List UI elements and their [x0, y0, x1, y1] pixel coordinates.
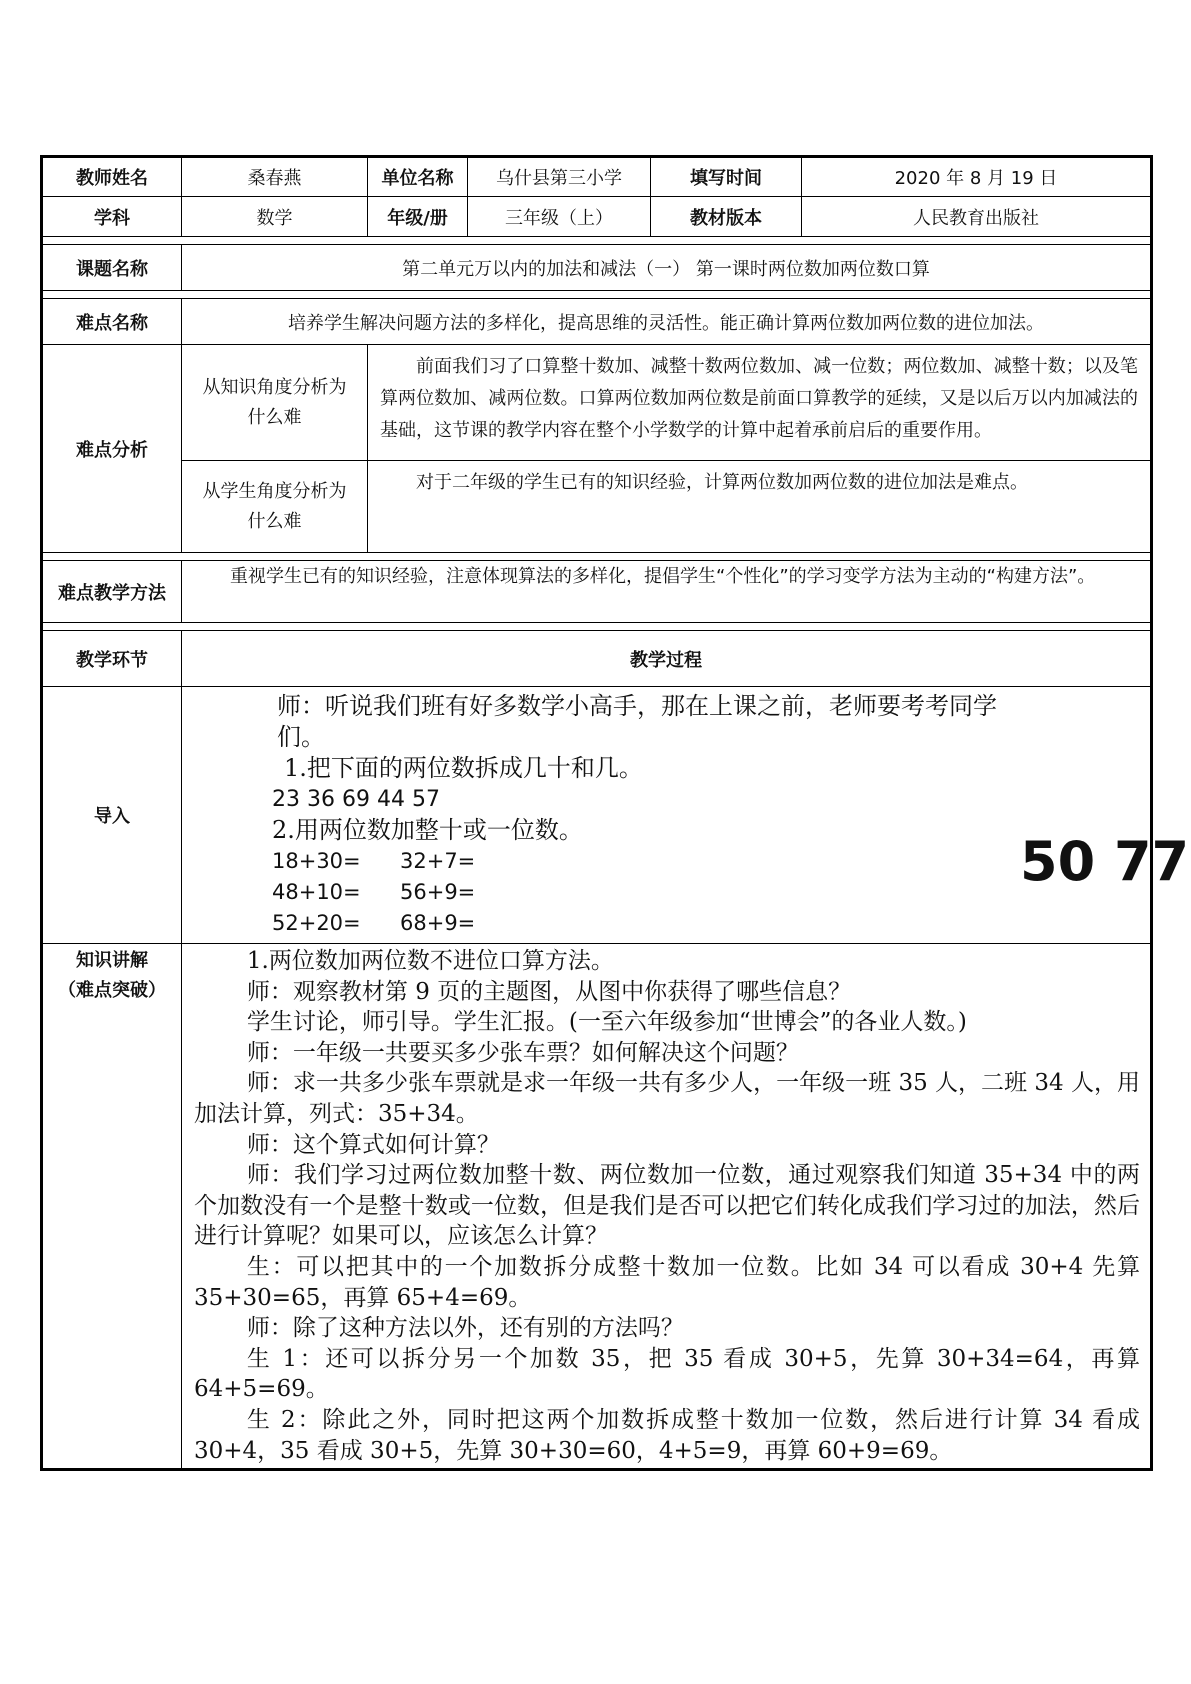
knowledge-row [42, 944, 1152, 1470]
lesson-plan-table [40, 155, 1190, 1471]
student-angle-label: 从学生角度分析为什么难 [182, 461, 368, 553]
knowledge-p11: 生 2：除此之外，同时把这两个加数拆成整十数加一位数，然后进行计算 34 看成 30+4，35 看成 30+5，先算 30+30=60，4+5=9，再算 60+9=69。 [194, 1406, 1140, 1464]
knowledge-p10: 生 1：还可以拆分另一个加数 35，把 35 看成 30+5，先算 30+34=64，再算 64+5=69。 [194, 1345, 1140, 1403]
difficulty-row [42, 299, 1152, 345]
topic-value: 第二单元万以内的加法和减法（一） 第一课时两位数加两位数口算 [182, 245, 1152, 291]
lesson-plan-form [40, 155, 1190, 1471]
exercise-3b: 68+9= [400, 911, 476, 935]
intro-line-5: 2.用两位数加整十或一位数。 [272, 816, 583, 844]
intro-exercise-row-2 [194, 877, 1140, 908]
knowledge-p1: 1.两位数加两位数不进位口算方法。 [246, 948, 614, 974]
exercise-1b: 32+7= [400, 849, 476, 873]
edition-value: 人民教育出版社 [802, 197, 1152, 237]
date-label: 填写时间 [651, 157, 802, 197]
knowledge-label: 知识讲解 [76, 950, 148, 971]
subject-label: 学科 [42, 197, 182, 237]
intro-content [182, 687, 1190, 944]
intro-line-2: 们。 [277, 723, 325, 751]
date-value: 2020 年 8 月 19 日 [802, 157, 1152, 197]
exercise-1a: 18+30= [272, 849, 361, 873]
difficulty-value: 培养学生解决问题方法的多样化，提高思维的灵活性。能正确计算两位数加两位数的进位加法。 [182, 299, 1152, 345]
edition-label: 教材版本 [651, 197, 802, 237]
analysis-row-knowledge [42, 345, 1152, 461]
teacher-value: 桑春燕 [182, 157, 368, 197]
header-row-1 [42, 157, 1152, 197]
knowledge-p2: 师：观察教材第 9 页的主题图，从图中你获得了哪些信息？ [246, 978, 852, 1005]
intro-label: 导入 [42, 687, 182, 944]
topic-row [42, 245, 1152, 291]
intro-exercise-row-1 [194, 846, 1140, 877]
unit-value: 乌什县第三小学 [468, 157, 651, 197]
knowledge-p9: 师：除了这种方法以外，还有别的方法吗？ [246, 1315, 684, 1342]
knowledge-angle-text [368, 345, 1152, 461]
overflow-answer-text: 50 77 [1020, 830, 1190, 893]
knowledge-label-cell [42, 944, 182, 1470]
header-row-2 [42, 197, 1152, 237]
knowledge-sublabel: （难点突破） [58, 980, 166, 1001]
process-col1-label: 教学环节 [42, 631, 182, 687]
subject-value: 数学 [182, 197, 368, 237]
analysis-label: 难点分析 [42, 345, 182, 553]
intro-row [42, 687, 1152, 944]
intro-exercise-row-3 [194, 908, 1140, 939]
knowledge-content [182, 944, 1152, 1470]
method-paragraph: 重视学生已有的知识经验，注意体现算法的多样化，提倡学生“个性化”的学习变学方法为主动的“构建方法”。 [230, 566, 1096, 587]
exercise-2b: 56+9= [400, 880, 476, 904]
grade-label: 年级/册 [368, 197, 468, 237]
teacher-label: 教师姓名 [42, 157, 182, 197]
method-label: 难点教学方法 [42, 561, 182, 623]
knowledge-p4: 师：一年级一共要买多少张车票？如何解决这个问题？ [246, 1039, 799, 1066]
difficulty-label: 难点名称 [42, 299, 182, 345]
student-angle-text [368, 461, 1152, 553]
grade-value: 三年级（上） [468, 197, 651, 237]
intro-line-1: 师：听说我们班有好多数学小高手，那在上课之前，老师要考考同学 [277, 692, 997, 720]
knowledge-angle-label: 从知识角度分析为什么难 [182, 345, 368, 461]
student-angle-paragraph: 对于二年级的学生已有的知识经验，计算两位数加两位数的进位加法是难点。 [416, 472, 1028, 493]
analysis-row-student [42, 461, 1152, 553]
knowledge-angle-paragraph: 前面我们习了口算整十数加、减整十数两位数加、减一位数；两位数加、减整十数；以及笔算两位数加、减两位数。口算两位数加两位数是前面口算教学的延续，又是以后万以内加减法的基础，这节课的教学内容在整个小学数学的计算中起着承前启后的重要作用。 [380, 356, 1138, 441]
topic-label: 课题名称 [42, 245, 182, 291]
knowledge-p3: 学生讨论，师引导。学生汇报。(一至六年级参加“世博会”的各业人数。) [246, 1009, 967, 1036]
exercise-2a: 48+10= [272, 880, 361, 904]
process-col2-label: 教学过程 [182, 631, 1152, 687]
knowledge-p7: 师：我们学习过两位数加整十数、两位数加一位数，通过观察我们知道 35+34 中的两个加数没有一个是整十数或一位数，但是我们是否可以把它们转化成我们学习过的加法，然后进行计算呢？如果可以，应该怎么计算？ [194, 1162, 1140, 1250]
knowledge-p6: 师：这个算式如何计算？ [246, 1131, 500, 1158]
unit-label: 单位名称 [368, 157, 468, 197]
intro-line-4: 23 36 69 44 57 [272, 787, 440, 812]
knowledge-p5: 师：求一共多少张车票就是求一年级一共有多少人，一年级一班 35 人，二班 34 人，用加法计算，列式：35+34。 [194, 1070, 1140, 1127]
method-row [42, 561, 1152, 623]
knowledge-p8: 生：可以把其中的一个加数拆分成整十数加一位数。比如 34 可以看成 30+4 先算 35+30=65，再算 65+4=69。 [194, 1253, 1140, 1311]
method-text [182, 561, 1152, 623]
exercise-3a: 52+20= [272, 911, 361, 935]
process-header-row [42, 631, 1152, 687]
intro-line-3: 1.把下面的两位数拆成几十和几。 [284, 754, 643, 782]
